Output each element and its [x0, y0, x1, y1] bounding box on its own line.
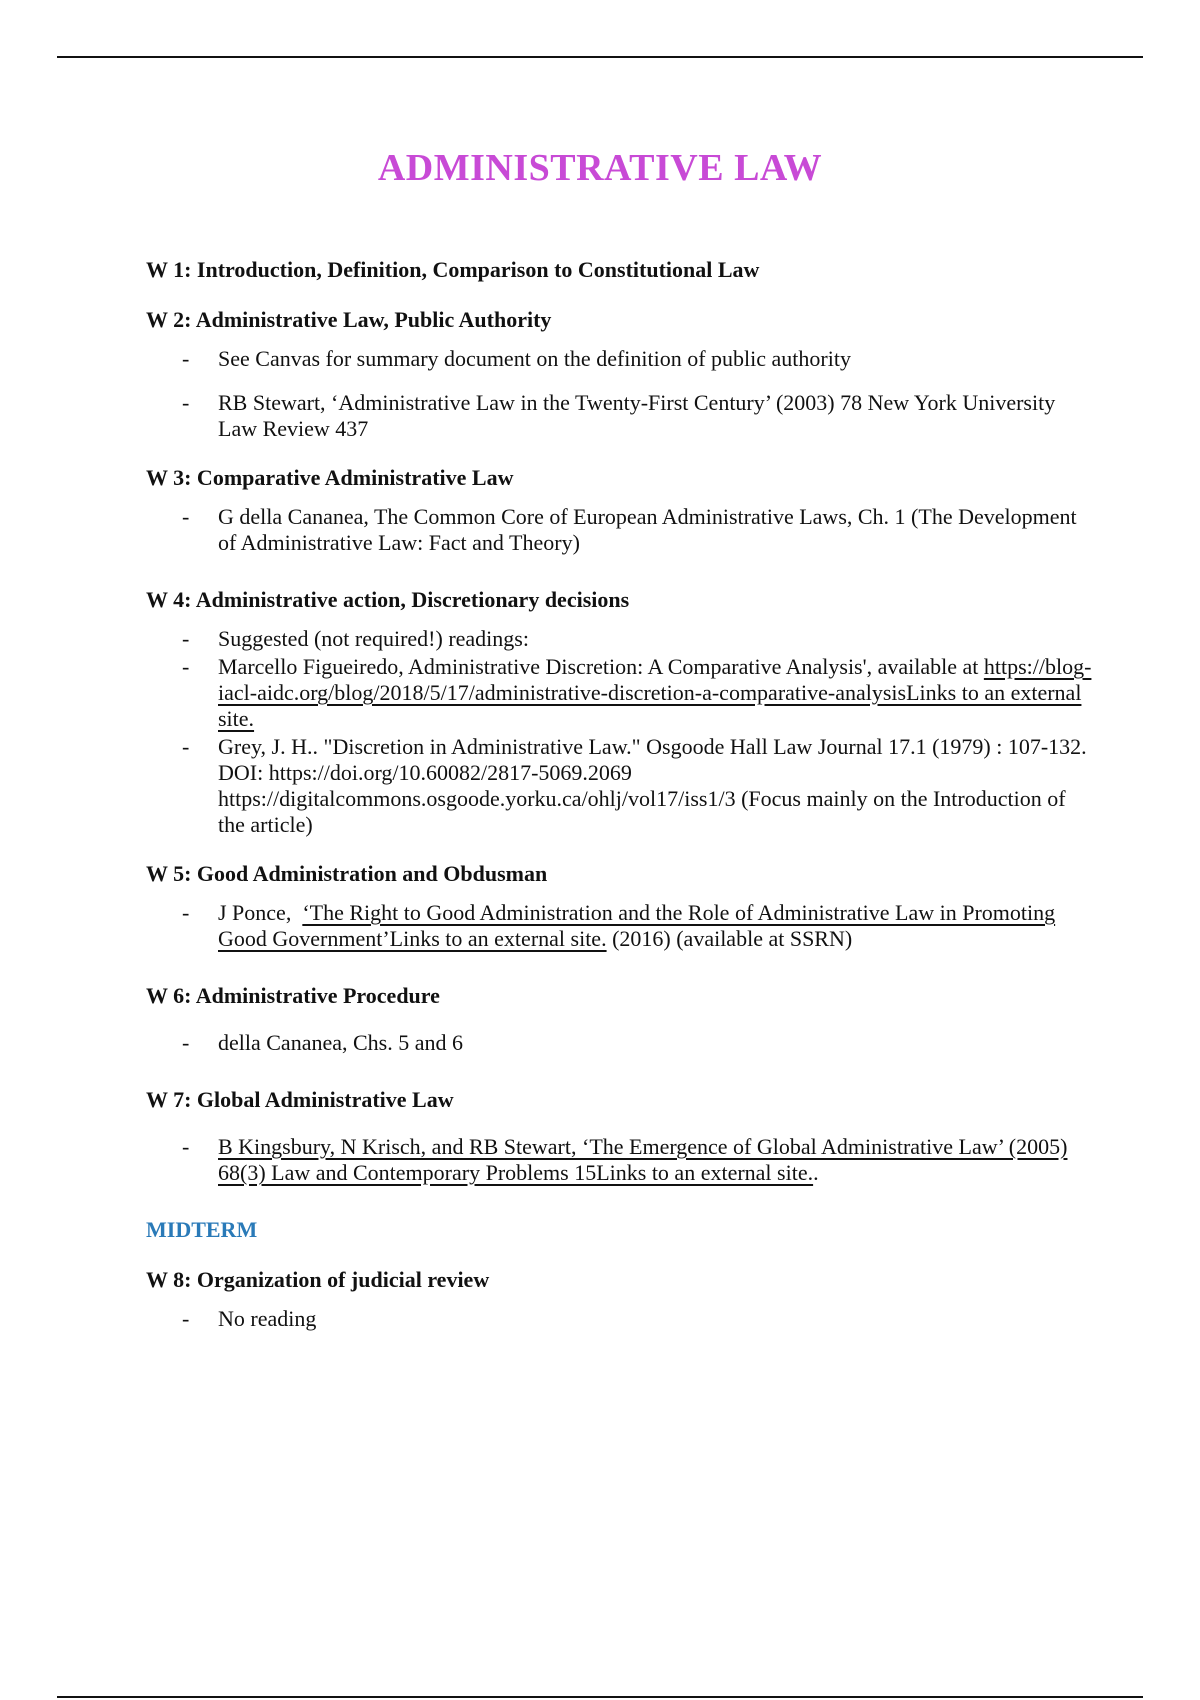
kingsbury-link[interactable]: B Kingsbury, N Krisch, and RB Stewart, ‘The Emergence of Global Administrative Law’ (2005) 68(3) Law and Contemporary Problems 15Links to an external site.: [218, 1134, 1068, 1185]
list-item: - B Kingsbury, N Krisch, and RB Stewart, ‘The Emergence of Global Administrative Law’ (2005) 68(3) Law and Contemporary Problems 15Links to an external site..: [182, 1134, 1068, 1185]
week-7-readings: [146, 1134, 1096, 1186]
midterm-label: MIDTERM: [146, 1217, 258, 1242]
list-item: - No reading: [182, 1306, 317, 1331]
bottom-rule: [57, 1696, 1143, 1698]
list-item: - RB Stewart, ‘Administrative Law in the Twenty-First Century’ (2003) 78 New York University Law Review 437: [182, 390, 1056, 441]
list-item: - Marcello Figueiredo, Administrative Discretion: A Comparative Analysis', available at https://blog-iacl-aidc.org/blog/2018/5/17/administrative-discretion-a-comparative-analysisLinks to an external site.: [182, 654, 1092, 731]
list-item: - Suggested (not required!) readings:: [182, 626, 529, 651]
week-4-readings: [146, 626, 1096, 838]
week-6-readings: [146, 1030, 1096, 1056]
week-5-readings: [146, 900, 1096, 952]
week-8-readings: [146, 1306, 1096, 1332]
list-item: - della Cananea, Chs. 5 and 6: [182, 1030, 463, 1055]
week-4-heading: W 4: Administrative action, Discretionary decisions: [146, 587, 630, 612]
syllabus-content: [146, 256, 1096, 1332]
week-8-heading: W 8: Organization of judicial review: [146, 1267, 490, 1292]
list-item: - See Canvas for summary document on the definition of public authority: [182, 346, 851, 371]
ponce-link[interactable]: ‘The Right to Good Administration and the Role of Administrative Law in Promoting Good Government’Links to an external site.: [218, 900, 1056, 951]
week-1-heading: W 1: Introduction, Definition, Comparison to Constitutional Law: [146, 257, 760, 282]
list-item: - G della Cananea, The Common Core of European Administrative Laws, Ch. 1 (The Development of Administrative Law: Fact and Theory): [182, 504, 1077, 555]
figueiredo-link[interactable]: https://blog-iacl-aidc.org/blog/2018/5/17/administrative-discretion-a-comparative-analysisLinks to an external site.: [218, 654, 1092, 731]
week-6-heading: W 6: Administrative Procedure: [146, 983, 440, 1008]
week-5-heading: W 5: Good Administration and Obdusman: [146, 861, 548, 886]
week-2-readings: [146, 346, 1096, 442]
week-7-heading: W 7: Global Administrative Law: [146, 1087, 454, 1112]
week-3-readings: [146, 504, 1096, 556]
document-title: ADMINISTRATIVE LAW: [377, 147, 823, 189]
list-item: - J Ponce, ‘The Right to Good Administration and the Role of Administrative Law in Promoting Good Government’Links to an external site. (2016) (available at SSRN): [182, 900, 1056, 951]
top-rule: [57, 56, 1143, 58]
week-3-heading: W 3: Comparative Administrative Law: [146, 465, 514, 490]
week-2-heading: W 2: Administrative Law, Public Authority: [146, 307, 552, 332]
list-item: - Grey, J. H.. "Discretion in Administrative Law." Osgoode Hall Law Journal 17.1 (1979) : 107-132. DOI: https://doi.org/10.60082/2817-5069.2069 https://digitalcommons.osgoode.yorku.ca/ohlj/vol17/iss1/3 (Focus mainly on the Introduction of the article): [182, 734, 1087, 837]
